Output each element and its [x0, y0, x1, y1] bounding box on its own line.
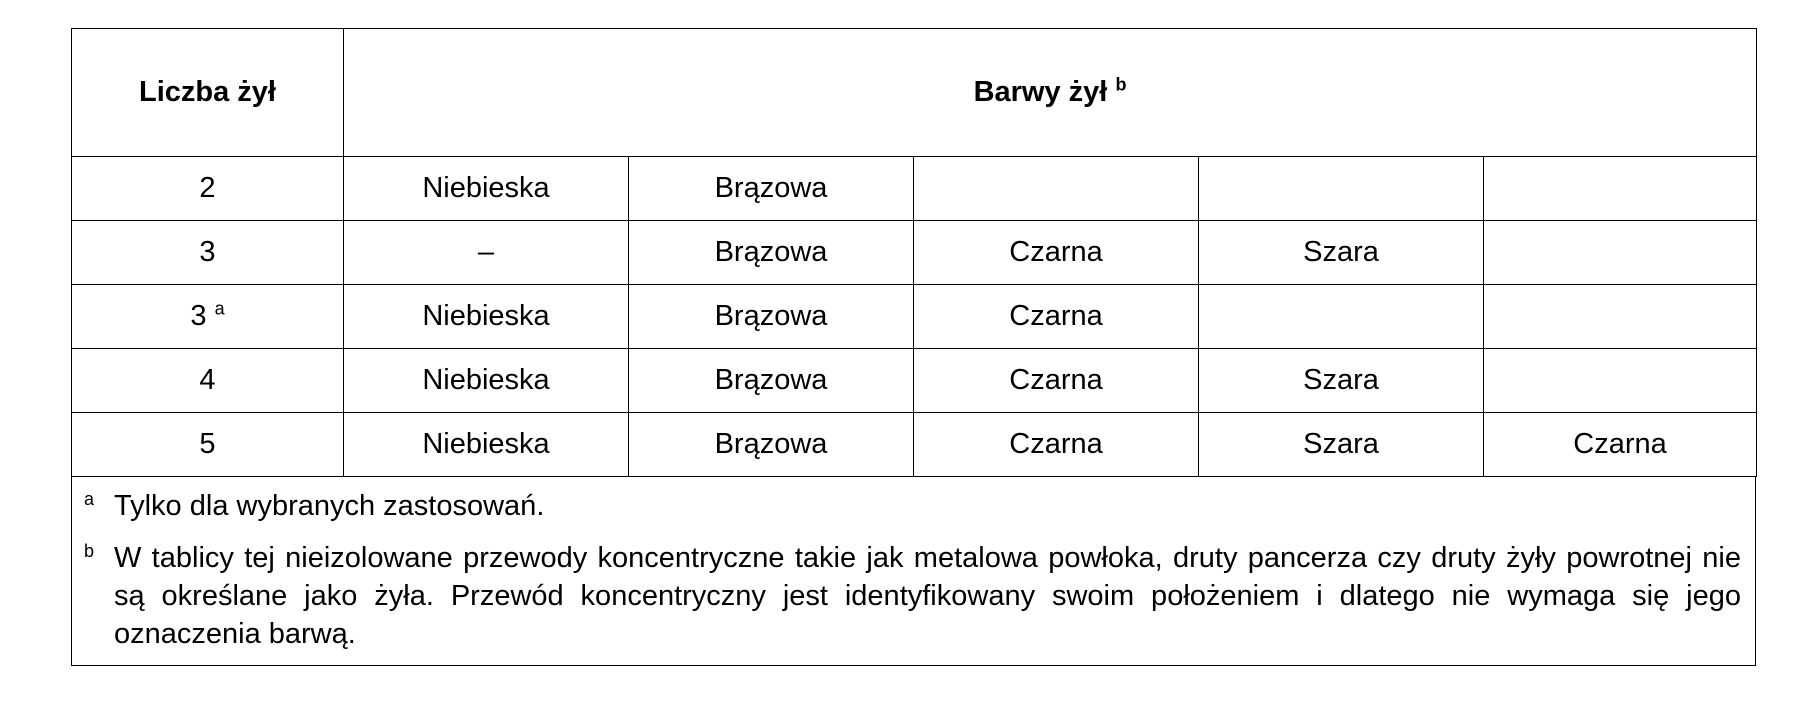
footnotes [71, 477, 1756, 666]
color-cell: Czarna [914, 349, 1199, 413]
color-cell: Czarna [1484, 413, 1757, 477]
header-core-count: Liczba żył [72, 29, 344, 157]
core-count-cell: 3 $^a$ [72, 285, 344, 349]
header-row [72, 29, 1757, 157]
footnote-ref: a [214, 298, 225, 319]
color-cell: Szara [1199, 349, 1484, 413]
color-cell: Czarna [914, 413, 1199, 477]
color-cell: Czarna [914, 221, 1199, 285]
color-cell: Brązowa [629, 413, 914, 477]
color-cell: Brązowa [629, 285, 914, 349]
table-row [72, 221, 1757, 285]
color-cell: Brązowa [629, 349, 914, 413]
footnote-mark: b [84, 541, 95, 561]
footnote [82, 487, 1741, 525]
color-cell [1199, 157, 1484, 221]
footnote-text: W tablicy tej nieizolowane przewody koncentryczne takie jak metalowa powłoka, druty pancerza czy druty żyły powrotnej nie są określane jako żyła. Przewód koncentryczny jest identyfikowany swoim położeniem i dlatego nie wymaga się jego oznaczenia barwą. [114, 542, 1741, 650]
color-cell [1199, 285, 1484, 349]
footnote-ref: b [1115, 74, 1127, 95]
footnote-mark: a [84, 489, 95, 509]
table [71, 28, 1757, 477]
color-cell [1484, 157, 1757, 221]
table-row [72, 285, 1757, 349]
color-cell: Niebieska [344, 413, 629, 477]
table-row [72, 349, 1757, 413]
core-colors-table [71, 28, 1756, 666]
color-cell: Szara [1199, 413, 1484, 477]
color-cell [914, 157, 1199, 221]
color-cell: – [344, 221, 629, 285]
core-count-cell: 2 [72, 157, 344, 221]
footnote [82, 539, 1741, 653]
color-cell: Niebieska [344, 285, 629, 349]
color-cell: Czarna [914, 285, 1199, 349]
table-row [72, 157, 1757, 221]
color-cell [1484, 285, 1757, 349]
color-cell: Niebieska [344, 349, 629, 413]
color-cell [1484, 349, 1757, 413]
header-core-colors: Barwy żył $^b$ [344, 29, 1757, 157]
core-count-cell: 3 [72, 221, 344, 285]
color-cell: Szara [1199, 221, 1484, 285]
footnote-text: Tylko dla wybranych zastosowań. [114, 490, 545, 522]
table-row [72, 413, 1757, 477]
color-cell: Brązowa [629, 221, 914, 285]
color-cell: Niebieska [344, 157, 629, 221]
color-cell [1484, 221, 1757, 285]
color-cell: Brązowa [629, 157, 914, 221]
core-count-cell: 5 [72, 413, 344, 477]
core-count-cell: 4 [72, 349, 344, 413]
